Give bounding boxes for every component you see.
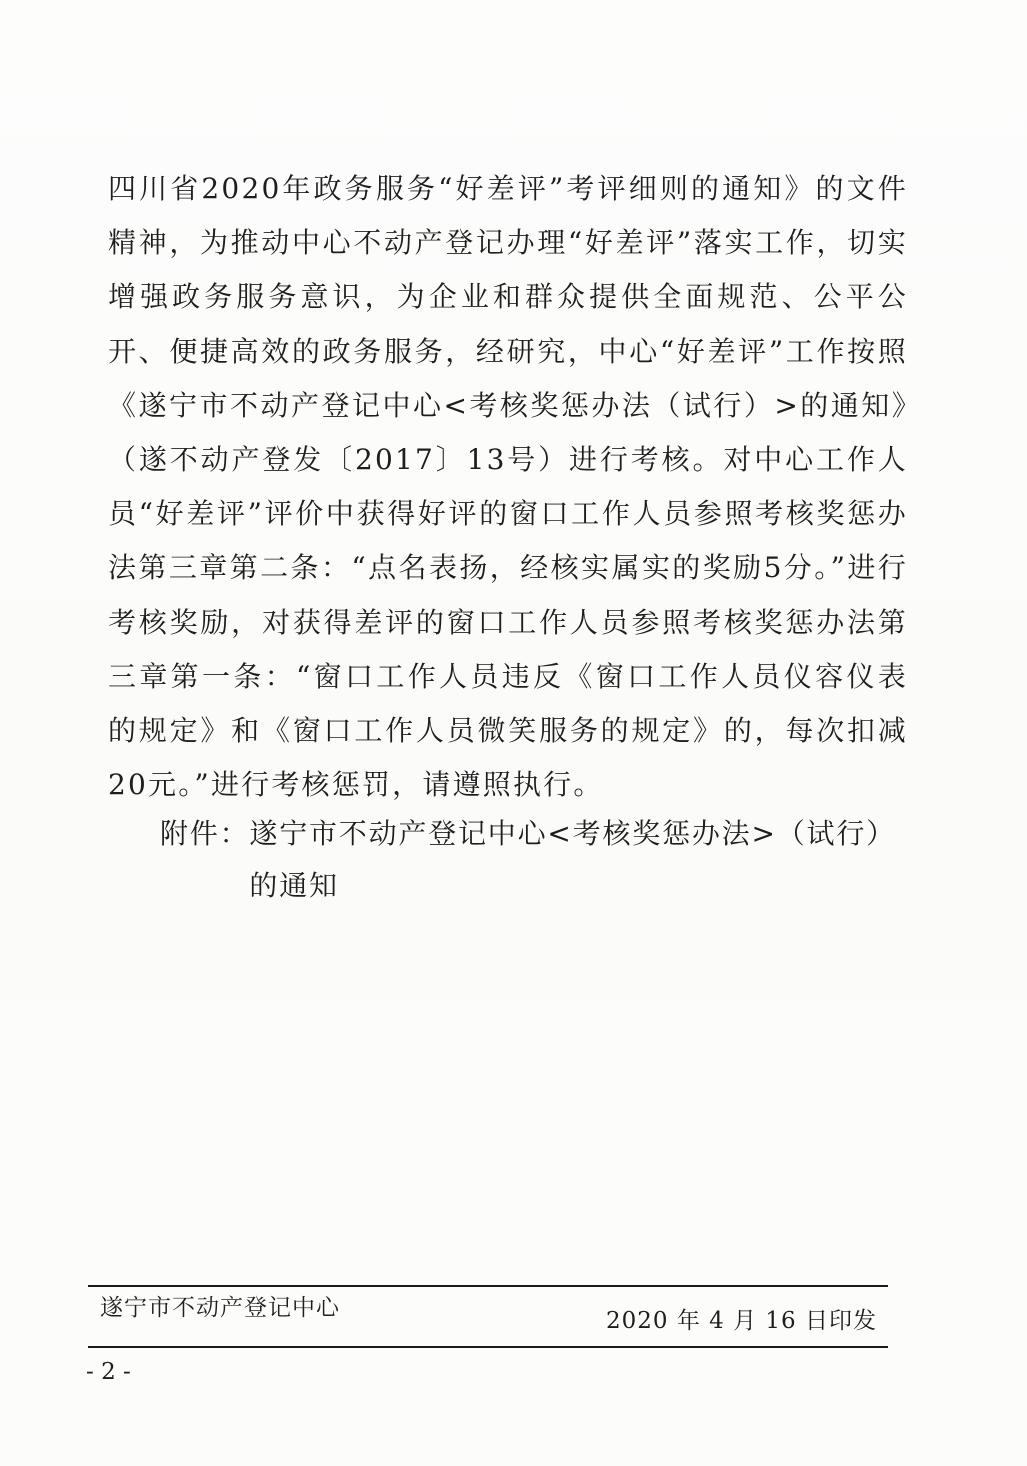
attachment-line	[160, 808, 900, 912]
issue-date: 2020 年 4 月 16 日印发	[606, 1308, 877, 1334]
footer-top-rule	[88, 1285, 888, 1287]
footer-bottom-rule	[88, 1346, 888, 1348]
attachment-title: 遂宁市不动产登记中心<考核奖惩办法>（试行）的通知	[249, 817, 896, 902]
body-paragraph: 四川省2020年政务服务“好差评”考评细则的通知》的文件精神，为推动中心不动产登记办理“好差评”落实工作，切实增强政务服务意识，为企业和群众提供全面规范、公平公开、便捷高效的政务服务，经研究，中心“好差评”工作按照《遂宁市不动产登记中心<考核奖惩办法（试行）>的通知》（遂不动产登发〔2017〕13号）进行考核。对中心工作人员“好差评”评价中获得好评的窗口工作人员参照考核奖惩办法第三章第二条：“点名表扬，经核实属实的奖励5分。”进行考核奖励，对获得差评的窗口工作人员参照考核奖惩办法第三章第一条：“窗口工作人员违反《窗口工作人员仪容仪表的规定》和《窗口工作人员微笑服务的规定》的，每次扣减20元。”进行考核惩罚，请遵照执行。	[108, 172, 908, 802]
attachment-label: 附件：	[160, 817, 250, 850]
issuer-name: 遂宁市不动产登记中心	[100, 1295, 340, 1321]
page-number: - 2 -	[86, 1359, 131, 1385]
